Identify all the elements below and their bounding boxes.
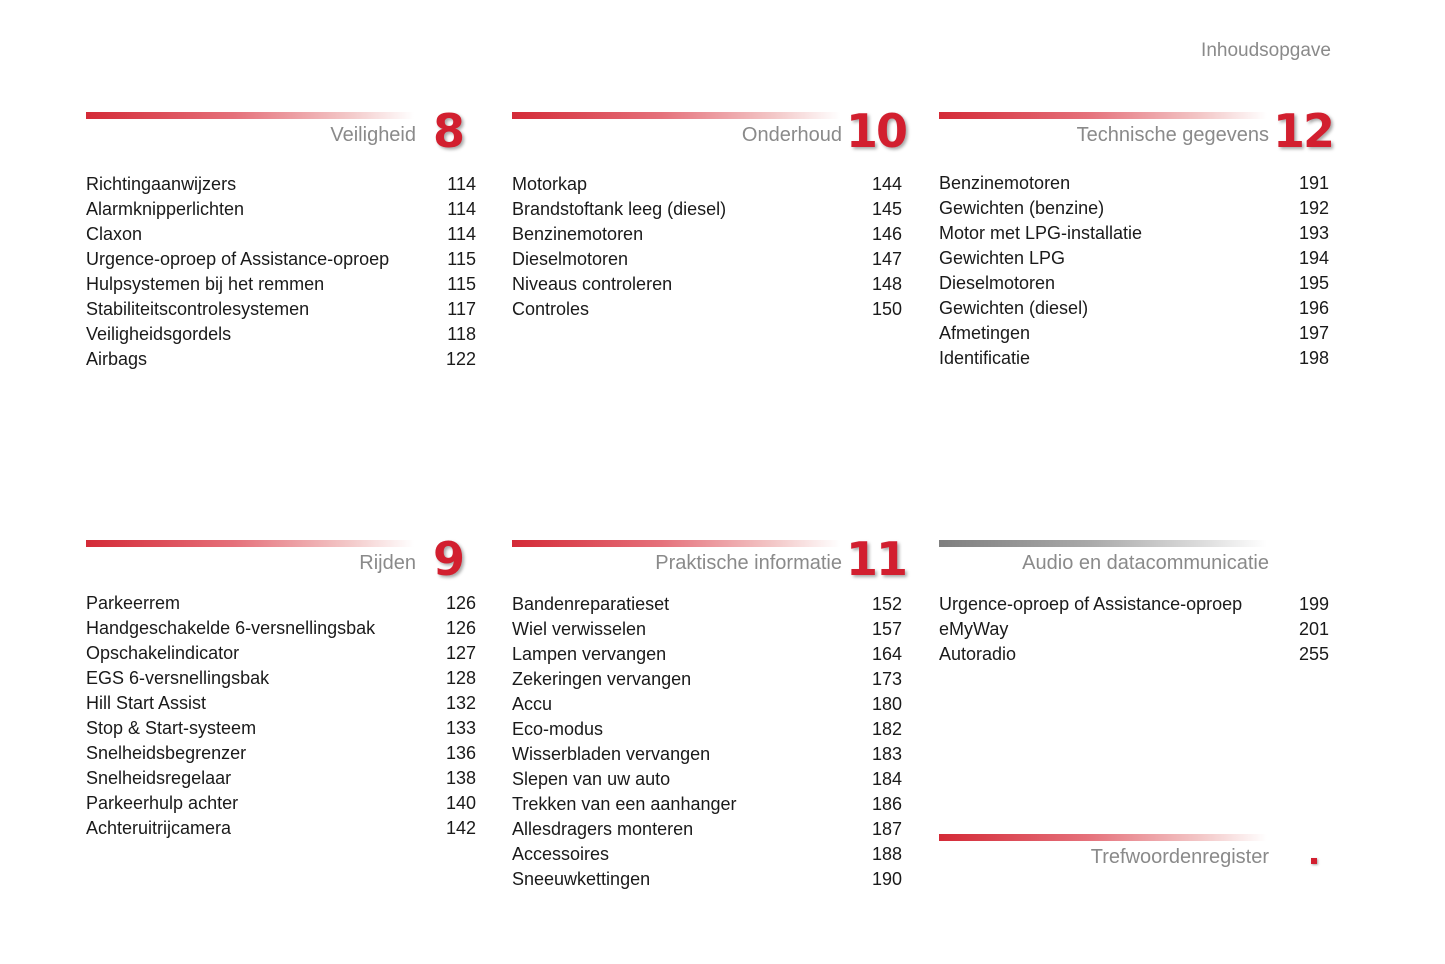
section-header (86, 104, 476, 172)
toc-entry[interactable] (512, 842, 902, 867)
toc-entry-label: Parkeerrem (86, 593, 181, 613)
toc-entry-page: 152 (871, 594, 902, 614)
toc-entry[interactable] (939, 271, 1329, 296)
toc-entry[interactable] (939, 642, 1329, 667)
toc-entry-page: 196 (1298, 298, 1329, 318)
toc-entry-label: Wiel verwisselen (512, 619, 647, 639)
toc-entry-label: Claxon (86, 224, 143, 244)
toc-entry[interactable] (86, 272, 476, 297)
toc-entry-page: 255 (1298, 644, 1329, 664)
section-bar (512, 112, 840, 119)
toc-entry-page: 122 (445, 349, 476, 369)
section-title[interactable]: Rijden (359, 552, 416, 574)
toc-entry[interactable] (512, 792, 902, 817)
toc-entry-label: Dieselmotoren (512, 249, 629, 269)
toc-entry-page: 132 (445, 693, 476, 713)
toc-entry[interactable] (86, 591, 476, 616)
toc-entry[interactable] (86, 766, 476, 791)
toc-entry-page: 190 (871, 869, 902, 889)
toc-entry-page: 183 (871, 744, 902, 764)
section-title[interactable]: Trefwoordenregister (1090, 846, 1269, 868)
toc-entry-label: Handgeschakelde 6-versnellingsbak (86, 618, 376, 638)
toc-entry[interactable] (86, 247, 476, 272)
toc-entry[interactable] (512, 742, 902, 767)
toc-entry-label: Achteruitrijcamera (86, 818, 232, 838)
toc-entry[interactable] (512, 197, 902, 222)
toc-entry[interactable] (512, 867, 902, 892)
toc-entry[interactable] (939, 321, 1329, 346)
toc-entry[interactable] (512, 767, 902, 792)
toc-entry-page: 173 (871, 669, 902, 689)
toc-list (512, 172, 902, 322)
toc-entry-page: 147 (871, 249, 902, 269)
toc-entry-label: Accu (512, 694, 553, 714)
toc-entry-page: 191 (1298, 173, 1329, 193)
toc-entry-label: Autoradio (939, 644, 1017, 664)
toc-entry[interactable] (86, 791, 476, 816)
section-title[interactable]: Onderhoud (741, 124, 842, 146)
toc-entry-page: 118 (447, 324, 476, 344)
toc-entry[interactable] (512, 222, 902, 247)
section-rijden (86, 532, 476, 841)
section-header (939, 540, 1329, 592)
toc-entry-page: 201 (1298, 619, 1329, 639)
section-title[interactable]: Veiligheid (330, 124, 416, 146)
toc-entry-page: 140 (445, 793, 476, 813)
toc-entry[interactable] (512, 272, 902, 297)
toc-entry-label: Stabiliteitscontrolesystemen (86, 299, 310, 319)
toc-entry[interactable] (512, 247, 902, 272)
toc-entry-label: Brandstoftank leeg (diesel) (512, 199, 727, 219)
toc-entry-page: 128 (445, 668, 476, 688)
toc-entry-page: 186 (871, 794, 902, 814)
toc-entry-label: Benzinemotoren (512, 224, 644, 244)
toc-entry-label: Benzinemotoren (939, 173, 1071, 193)
toc-entry-page: 199 (1298, 594, 1329, 614)
toc-entry-page: 157 (871, 619, 902, 639)
toc-entry-label: Zekeringen vervangen (512, 669, 692, 689)
toc-entry[interactable] (86, 297, 476, 322)
toc-entry-page: 145 (871, 199, 902, 219)
toc-entry-label: Motorkap (512, 174, 588, 194)
toc-entry-page: 148 (871, 274, 902, 294)
toc-list (86, 172, 476, 372)
toc-entry[interactable] (939, 617, 1329, 642)
toc-entry-label: Snelheidsregelaar (86, 768, 232, 788)
toc-entry-label: Eco-modus (512, 719, 604, 739)
toc-entry[interactable] (86, 741, 476, 766)
toc-entry[interactable] (86, 347, 476, 372)
section-title[interactable]: Audio en datacommunicatie (1022, 552, 1269, 574)
toc-entry-page: 138 (445, 768, 476, 788)
section-header (939, 834, 1329, 894)
toc-entry-page: 188 (871, 844, 902, 864)
section-header (939, 104, 1334, 171)
toc-entry-page: 114 (447, 224, 476, 244)
toc-entry-label: Trekken van een aanhanger (512, 794, 737, 814)
toc-entry-label: eMyWay (939, 619, 1009, 639)
toc-entry-label: Lampen vervangen (512, 644, 667, 664)
toc-entry[interactable] (86, 222, 476, 247)
section-bar (939, 540, 1267, 547)
toc-entry-label: Wisserbladen vervangen (512, 744, 711, 764)
toc-entry[interactable] (512, 717, 902, 742)
toc-entry-page: 142 (445, 818, 476, 838)
toc-entry[interactable] (86, 691, 476, 716)
toc-entry-page: 164 (871, 644, 902, 664)
toc-entry-page: 114 (447, 174, 476, 194)
toc-entry[interactable] (86, 322, 476, 347)
toc-entry[interactable] (939, 196, 1329, 221)
toc-entry-page: 193 (1298, 223, 1329, 243)
toc-entry[interactable] (512, 592, 902, 617)
toc-entry-label: Veiligheidsgordels (86, 324, 232, 344)
toc-entry[interactable] (86, 816, 476, 841)
toc-entry[interactable] (512, 617, 902, 642)
section-number[interactable]: 8 (432, 104, 463, 158)
toc-entry-page: 133 (445, 718, 476, 738)
section-onderhoud (512, 104, 907, 322)
toc-entry-label: Gewichten LPG (939, 248, 1066, 268)
section-technische-gegevens (939, 104, 1334, 371)
toc-entry-page: 126 (445, 618, 476, 638)
toc-entry-page: 195 (1298, 273, 1329, 293)
toc-list (939, 592, 1329, 667)
section-bar (86, 540, 414, 547)
section-trefwoordenregister (939, 834, 1329, 894)
section-number[interactable]: 11 (846, 532, 907, 586)
toc-entry[interactable] (939, 246, 1329, 271)
toc-entry[interactable] (86, 197, 476, 222)
index-marker-icon (1311, 858, 1317, 864)
toc-entry-label: Identificatie (939, 348, 1031, 368)
toc-entry[interactable] (86, 616, 476, 641)
toc-entry[interactable] (512, 817, 902, 842)
toc-entry-label: Urgence-oproep of Assistance-oproep (86, 249, 390, 269)
toc-entry-label: Niveaus controleren (512, 274, 673, 294)
toc-entry[interactable] (939, 592, 1329, 617)
toc-entry-label: Alarmknipperlichten (86, 199, 245, 219)
section-bar (939, 112, 1267, 119)
toc-entry-label: Parkeerhulp achter (86, 793, 239, 813)
section-number[interactable]: 12 (1273, 104, 1334, 158)
toc-entry-page: 194 (1298, 248, 1329, 268)
toc-list (512, 592, 902, 892)
toc-entry[interactable] (512, 297, 902, 322)
toc-entry[interactable] (86, 716, 476, 741)
toc-entry[interactable] (939, 171, 1329, 196)
toc-entry-label: Snelheidsbegrenzer (86, 743, 247, 763)
toc-entry-page: 144 (871, 174, 902, 194)
page-header-title: Inhoudsopgave (1201, 40, 1331, 61)
section-title[interactable]: Praktische informatie (655, 552, 842, 574)
toc-entry-label: Sneeuwkettingen (512, 869, 651, 889)
toc-entry[interactable] (939, 296, 1329, 321)
toc-entry[interactable] (939, 346, 1329, 371)
section-header (86, 532, 476, 591)
toc-entry-page: 136 (445, 743, 476, 763)
toc-entry[interactable] (512, 692, 902, 717)
toc-entry-page: 192 (1298, 198, 1329, 218)
toc-entry-label: Motor met LPG-installatie (939, 223, 1143, 243)
section-title[interactable]: Technische gegevens (1076, 124, 1269, 146)
section-veiligheid (86, 104, 476, 372)
toc-entry-label: Afmetingen (939, 323, 1031, 343)
toc-entry-label: Allesdragers monteren (512, 819, 694, 839)
toc-entry-label: Gewichten (diesel) (939, 298, 1089, 318)
toc-entry-page: 117 (447, 299, 476, 319)
section-number[interactable]: 10 (846, 104, 907, 158)
section-header (512, 532, 907, 592)
section-praktische-informatie (512, 532, 907, 892)
toc-entry[interactable] (512, 172, 902, 197)
toc-entry[interactable] (86, 641, 476, 666)
toc-list (86, 591, 476, 841)
toc-entry-page: 114 (447, 199, 476, 219)
toc-entry[interactable] (86, 666, 476, 691)
toc-entry-page: 180 (871, 694, 902, 714)
toc-entry-label: Richtingaanwijzers (86, 174, 237, 194)
toc-entry-label: Gewichten (benzine) (939, 198, 1105, 218)
section-number[interactable]: 9 (432, 532, 463, 586)
toc-entry-label: Hill Start Assist (86, 693, 207, 713)
toc-entry-page: 115 (447, 249, 476, 269)
toc-entry-page: 126 (445, 593, 476, 613)
toc-entry[interactable] (512, 642, 902, 667)
toc-entry-label: Stop & Start-systeem (86, 718, 257, 738)
toc-entry-label: Dieselmotoren (939, 273, 1056, 293)
toc-entry-page: 150 (871, 299, 902, 319)
section-bar (86, 112, 414, 119)
toc-entry-label: Hulpsystemen bij het remmen (86, 274, 325, 294)
toc-entry-label: EGS 6-versnellingsbak (86, 668, 270, 688)
toc-entry-label: Opschakelindicator (86, 643, 240, 663)
toc-entry-page: 198 (1298, 348, 1329, 368)
section-audio-datacommunicatie (939, 540, 1329, 667)
toc-entry-label: Controles (512, 299, 590, 319)
toc-entry-label: Slepen van uw auto (512, 769, 671, 789)
section-header (512, 104, 907, 172)
toc-entry-page: 115 (447, 274, 476, 294)
toc-entry-page: 184 (871, 769, 902, 789)
toc-entry-label: Accessoires (512, 844, 610, 864)
section-bar (512, 540, 840, 547)
toc-entry[interactable] (86, 172, 476, 197)
toc-entry-page: 187 (871, 819, 902, 839)
toc-entry-page: 197 (1298, 323, 1329, 343)
toc-entry-label: Airbags (86, 349, 148, 369)
toc-entry-page: 182 (871, 719, 902, 739)
toc-entry-label: Bandenreparatieset (512, 594, 670, 614)
toc-entry-page: 127 (445, 643, 476, 663)
toc-entry[interactable] (939, 221, 1329, 246)
toc-entry-page: 146 (871, 224, 902, 244)
section-bar (939, 834, 1267, 841)
toc-entry-label: Urgence-oproep of Assistance-oproep (939, 594, 1243, 614)
toc-entry[interactable] (512, 667, 902, 692)
toc-list (939, 171, 1329, 371)
